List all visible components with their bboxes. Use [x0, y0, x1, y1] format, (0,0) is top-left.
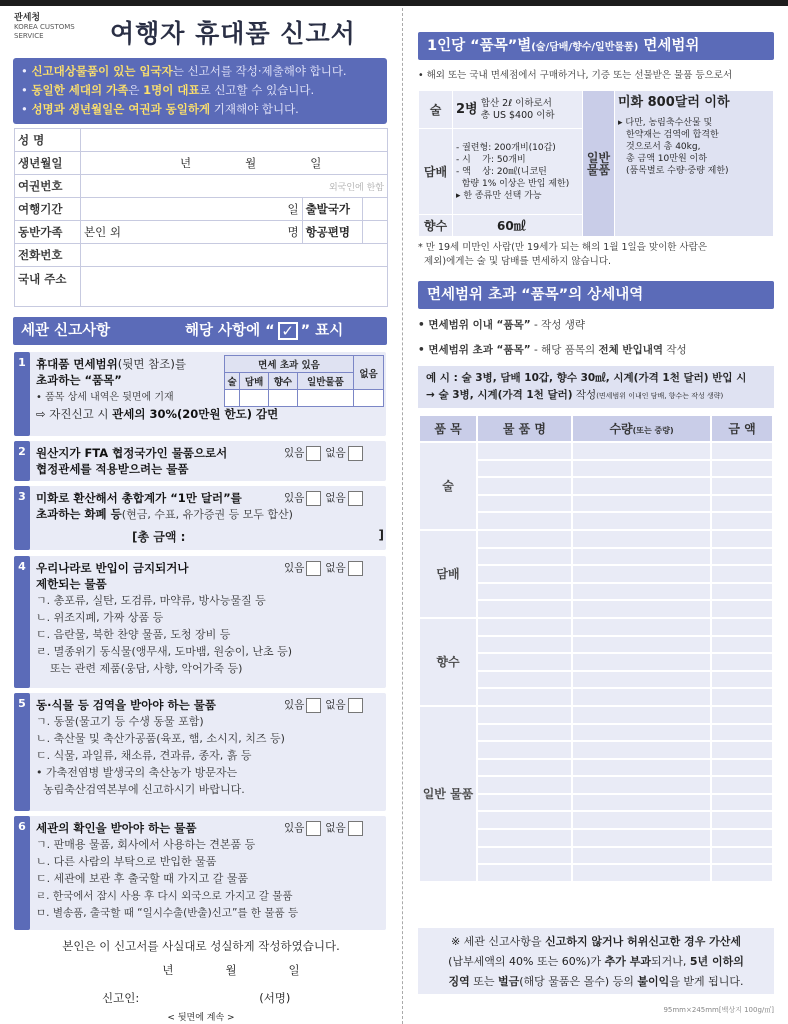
qty-cell[interactable] — [572, 477, 711, 495]
table-row[interactable] — [477, 636, 572, 654]
tobacco-cat: 담배 — [419, 129, 453, 215]
price-cell[interactable] — [711, 565, 773, 583]
yes-checkbox[interactable] — [306, 491, 321, 506]
table-row[interactable] — [477, 530, 572, 548]
price-cell[interactable] — [711, 688, 773, 706]
item-5-text: 동·식물 등 검역을 받아야 하는 물품 ㄱ. 동물(물고기 등 수생 동물 포함) ㄴ. 축산물 및 축산가공품(육포, 햄, 소시지, 치즈 등) ㄷ. 식물, 과일류, 채소류, 견과류, 종자, 흙 등 • 가축전염병 발생국의 축산농가 방문자는 농림축산검역본부에 신고하시기 바랍니다. — [36, 698, 285, 796]
table-row[interactable] — [477, 688, 572, 706]
col-perfume: 향수 — [268, 373, 297, 390]
table-row[interactable] — [477, 759, 572, 777]
item-number: 1 — [14, 352, 30, 436]
price-cell[interactable] — [711, 512, 773, 530]
table-row[interactable] — [477, 794, 572, 812]
qty-cell[interactable] — [572, 829, 711, 847]
col-tobacco: 담배 — [240, 373, 269, 390]
qty-cell[interactable] — [572, 811, 711, 829]
logo-english-1: KOREA CUSTOMS — [14, 23, 75, 31]
penalty-warning: ※ 세관 신고사항을 신고하지 않거나 허위신고한 경우 가산세 (납부세액의 40% 또는 60%)가 추가 부과되거나, 5년 이하의 징역 또는 벌금(해당 물품은 몰수) 등의 불이익을 받게 됩니다. — [418, 928, 774, 994]
item-4-text: 우리나라로 반입이 금지되거나 제한되는 물품 ㄱ. 총포류, 실탄, 도검류, 마약류, 방사능물질 등 ㄴ. 위조지폐, 가짜 상품 등 ㄷ. 음란물, 북한 찬양 물품, 도청 장비 등 ㄹ. 멸종위기 동식물(앵무새, 도마뱀, 원숭이, 난초 등) 또는 관련 제품(웅담, 사향, 악어가죽 등) — [36, 561, 293, 675]
yes-checkbox[interactable] — [306, 446, 321, 461]
item-6-text: 세관의 확인을 받아야 하는 물품 ㄱ. 판매용 물품, 회사에서 사용하는 견본품 등 ㄴ. 다른 사람의 부탁으로 반입한 물품 ㄷ. 세관에 보관 후 출국할 때 가지고 갈 물품 ㄹ. 한국에서 잠시 사용 후 다시 외국으로 가지고 갈 물품 ㅁ. 별송품, 출국할 때 “일시수출(반출)신고”를 한 물품 등 — [36, 821, 299, 919]
check-general[interactable] — [297, 390, 353, 407]
col-qty: 수량(또는 중량) — [572, 415, 711, 442]
item-4-yesno: 있음 없음 — [284, 560, 367, 576]
none-header: 없음 — [354, 356, 384, 390]
table-row[interactable] — [477, 776, 572, 794]
price-cell[interactable] — [711, 829, 773, 847]
top-bar — [0, 0, 788, 6]
table-row[interactable] — [477, 600, 572, 618]
general-cat: 일반 물품 — [583, 91, 615, 237]
price-cell[interactable] — [711, 759, 773, 777]
period-label: 여행기간 — [15, 198, 81, 221]
address-field[interactable] — [81, 267, 388, 307]
qty-cell[interactable] — [572, 600, 711, 618]
table-row[interactable] — [477, 706, 572, 724]
signature-date[interactable]: 년 월 일 — [162, 963, 300, 977]
declaration-item-4 — [14, 556, 386, 688]
price-cell[interactable] — [711, 864, 773, 882]
item-3-text: 미화로 환산해서 총합계가 “1만 달러”를 초과하는 화폐 등(현금, 수표, 유가증권 등 모두 합산) — [36, 491, 293, 521]
cat-perfume: 향수 — [419, 618, 477, 706]
price-cell[interactable] — [711, 671, 773, 689]
allowance-header: 1인당 “품목”별(술/담배/향수/일반물품) 면세범위 — [418, 32, 774, 60]
price-cell[interactable] — [711, 811, 773, 829]
no-checkbox[interactable] — [348, 491, 363, 506]
item-3-yesno: 있음 없음 — [284, 490, 367, 506]
price-cell[interactable] — [711, 600, 773, 618]
item-5-yesno: 있음 없음 — [284, 697, 367, 713]
item-1-text: 휴대품 면세범위(뒷면 참조)를 초과하는 “품목” • 품목 상세 내역은 뒷면에 기재 ⇨ 자진신고 시 관세의 30%(20만원 한도) 감면 — [36, 357, 279, 421]
price-cell[interactable] — [711, 495, 773, 513]
qty-cell[interactable] — [572, 724, 711, 742]
logo-english-2: SERVICE — [14, 32, 44, 40]
birth-label: 생년월일 — [15, 152, 81, 175]
table-row[interactable] — [477, 847, 572, 865]
table-row[interactable] — [477, 565, 572, 583]
item-number: 3 — [14, 486, 30, 550]
signature-field[interactable]: 신고인: (서명) — [102, 991, 291, 1005]
qty-cell[interactable] — [572, 688, 711, 706]
declaration-statement: 본인은 이 신고서를 사실대로 성실하게 작성하였습니다. — [62, 939, 340, 953]
note-3: • 성명과 생년월일은 여권과 동일하게 기재해야 합니다. — [21, 102, 299, 116]
cat-tobacco: 담배 — [419, 530, 477, 618]
qty-cell[interactable] — [572, 671, 711, 689]
table-row[interactable] — [477, 548, 572, 566]
companions-field[interactable]: 명 — [238, 221, 302, 244]
table-row[interactable] — [477, 618, 572, 636]
cat-alcohol: 술 — [419, 442, 477, 530]
qty-cell[interactable] — [572, 864, 711, 882]
col-item: 품 목 — [419, 415, 477, 442]
price-cell[interactable] — [711, 741, 773, 759]
period-field[interactable]: 일 — [81, 198, 303, 221]
price-cell[interactable] — [711, 618, 773, 636]
tobacco-limit: - 궐련형: 200개비(10갑) - 시 가: 50개비 - 액 상: 20㎖(니코틴 함량 1% 이상은 반입 제한) ▸ 한 종류만 선택 가능 — [453, 129, 583, 215]
no-checkbox[interactable] — [348, 446, 363, 461]
traveler-info-table — [14, 128, 388, 307]
fold-divider — [402, 8, 403, 1024]
price-cell[interactable] — [711, 706, 773, 724]
table-row[interactable] — [477, 442, 572, 460]
phone-label: 전화번호 — [15, 244, 81, 267]
price-cell[interactable] — [711, 653, 773, 671]
price-cell[interactable] — [711, 460, 773, 478]
price-cell[interactable] — [711, 548, 773, 566]
excess-rule-1: • 면세범위 이내 “품목” - 작성 생략 — [418, 319, 585, 331]
qty-cell[interactable] — [572, 460, 711, 478]
declaration-item-6 — [14, 816, 386, 930]
section-title: 세관 신고사항 — [21, 323, 111, 339]
declaration-item-5 — [14, 693, 386, 811]
declaration-item-2 — [14, 441, 386, 481]
address-label: 국내 주소 — [15, 267, 81, 307]
passport-hint: 외국인에 한함 — [328, 183, 384, 193]
check-perfume[interactable] — [268, 390, 297, 407]
yes-checkbox[interactable] — [306, 821, 321, 836]
table-row[interactable] — [477, 741, 572, 759]
phone-field[interactable] — [81, 244, 388, 267]
qty-cell[interactable] — [572, 776, 711, 794]
table-row[interactable] — [477, 829, 572, 847]
price-cell[interactable] — [711, 636, 773, 654]
birth-field[interactable]: 년 월 일 — [81, 152, 388, 175]
flight-label: 항공편명 — [302, 221, 362, 244]
table-row[interactable] — [477, 724, 572, 742]
no-checkbox[interactable] — [348, 698, 363, 713]
logo-korean: 관세청 — [14, 13, 41, 23]
qty-cell[interactable] — [572, 759, 711, 777]
perfume-limit: 60㎖ — [453, 215, 583, 237]
item-number: 5 — [14, 693, 30, 811]
qty-cell[interactable] — [572, 794, 711, 812]
table-row[interactable] — [477, 653, 572, 671]
item-2-text: 원산지가 FTA 협정국가인 물품으로서 협정관세를 적용받으려는 물품 — [36, 446, 228, 476]
form-title: 여행자 휴대품 신고서 — [110, 19, 356, 48]
excess-header: 면세범위 초과 “품목”의 상세내역 — [418, 281, 774, 309]
qty-cell[interactable] — [572, 653, 711, 671]
note-1: • 신고대상물품이 있는 입국자는 신고서를 작성·제출해야 합니다. — [21, 64, 347, 78]
flight-field[interactable] — [362, 221, 387, 244]
check-alcohol[interactable] — [225, 390, 240, 407]
check-tobacco[interactable] — [240, 390, 269, 407]
check-mark-icon: ✓ — [278, 322, 298, 340]
col-name: 물 품 명 — [477, 415, 572, 442]
name-field[interactable] — [81, 129, 388, 152]
companions-label: 동반가족 — [15, 221, 81, 244]
qty-cell[interactable] — [572, 512, 711, 530]
yes-checkbox[interactable] — [306, 698, 321, 713]
name-label: 성 명 — [15, 129, 81, 152]
table-row[interactable] — [477, 512, 572, 530]
table-row[interactable] — [477, 583, 572, 601]
table-row[interactable] — [477, 495, 572, 513]
excess-rule-2: • 면세범위 초과 “품목” - 해당 품목의 전체 반입내역 작성 — [418, 344, 687, 356]
excess-detail-table — [418, 414, 774, 883]
price-cell[interactable] — [711, 776, 773, 794]
no-checkbox[interactable] — [348, 561, 363, 576]
cat-general: 일반 물품 — [419, 706, 477, 882]
col-alcohol: 술 — [225, 373, 240, 390]
instruction-notes — [13, 58, 387, 124]
table-row[interactable] — [477, 477, 572, 495]
item-number: 6 — [14, 816, 30, 930]
yes-checkbox[interactable] — [306, 561, 321, 576]
passport-field[interactable] — [81, 175, 388, 198]
no-checkbox[interactable] — [348, 821, 363, 836]
check-none[interactable] — [354, 390, 384, 407]
qty-cell[interactable] — [572, 636, 711, 654]
alcohol-cat: 술 — [419, 91, 453, 129]
alcohol-limit: 2병 합산 2ℓ 이하로서 총 US $400 이하 — [453, 91, 583, 129]
price-cell[interactable] — [711, 477, 773, 495]
price-cell[interactable] — [711, 847, 773, 865]
qty-cell[interactable] — [572, 442, 711, 460]
declaration-section-header — [13, 317, 387, 345]
companions-prefix: 본인 외 — [81, 221, 239, 244]
price-cell[interactable] — [711, 442, 773, 460]
departure-field[interactable] — [362, 198, 387, 221]
table-row[interactable] — [477, 460, 572, 478]
customs-logo — [14, 14, 94, 41]
price-cell[interactable] — [711, 530, 773, 548]
qty-cell[interactable] — [572, 495, 711, 513]
price-cell[interactable] — [711, 724, 773, 742]
qty-cell[interactable] — [572, 847, 711, 865]
qty-cell[interactable] — [572, 618, 711, 636]
table-row[interactable] — [477, 811, 572, 829]
item-6-yesno: 있음 없음 — [284, 820, 367, 836]
item-1-check-table — [224, 355, 384, 407]
qty-cell[interactable] — [572, 583, 711, 601]
continue-note: < 뒷면에 계속 > — [167, 1013, 235, 1023]
example-box: 예 시 : 술 3병, 담배 10갑, 향수 30㎖, 시계(가격 1천 달러) 반입 시 → 술 3병, 시계(가격 1천 달러) 작성(면세범위 이내인 담배, 향수는 작성 생략) — [418, 366, 774, 408]
item-number: 2 — [14, 441, 30, 481]
item-2-yesno: 있음 없음 — [284, 445, 367, 461]
qty-cell[interactable] — [572, 706, 711, 724]
excess-header: 면세 초과 있음 — [225, 356, 354, 373]
note-2: • 동일한 세대의 가족은 1명이 대표로 신고할 수 있습니다. — [21, 83, 315, 97]
perfume-cat: 향수 — [419, 215, 453, 237]
allowance-table — [418, 90, 774, 237]
col-general: 일반물품 — [297, 373, 353, 390]
allowance-desc: • 해외 또는 국내 면세점에서 구매하거나, 기증 또는 선물받은 물품 등으로서 — [418, 70, 733, 81]
qty-cell[interactable] — [572, 530, 711, 548]
print-spec: 95mm×245mm[백상지 100g/㎡] — [663, 1006, 774, 1014]
price-cell[interactable] — [711, 583, 773, 601]
item-number: 4 — [14, 556, 30, 688]
minor-note: * 만 19세 미만인 사람(만 19세가 되는 해의 1월 1일을 맞이한 사람은 제외)에게는 술 및 담배를 면세하지 않습니다. — [418, 242, 708, 267]
general-limit: 미화 800달러 이하 ▸ 다만, 농림축수산물 및 한약재는 검역에 합격한 것으로서 총 40kg, 총 금액 10만원 이하 (품목별로 수량·중량 제한) — [615, 91, 774, 237]
departure-label: 출발국가 — [302, 198, 362, 221]
col-price: 금 액 — [711, 415, 773, 442]
price-cell[interactable] — [711, 794, 773, 812]
section-instruction: 해당 사항에 “ ✓ ” 표시 — [185, 322, 344, 340]
qty-cell[interactable] — [572, 565, 711, 583]
passport-label: 여권번호 — [15, 175, 81, 198]
qty-cell[interactable] — [572, 741, 711, 759]
declaration-item-1 — [14, 352, 386, 436]
table-row[interactable] — [477, 671, 572, 689]
qty-cell[interactable] — [572, 548, 711, 566]
declaration-item-3 — [14, 486, 386, 550]
table-row[interactable] — [477, 864, 572, 882]
total-amount-field[interactable]: [총 금액 : ] — [132, 528, 384, 544]
